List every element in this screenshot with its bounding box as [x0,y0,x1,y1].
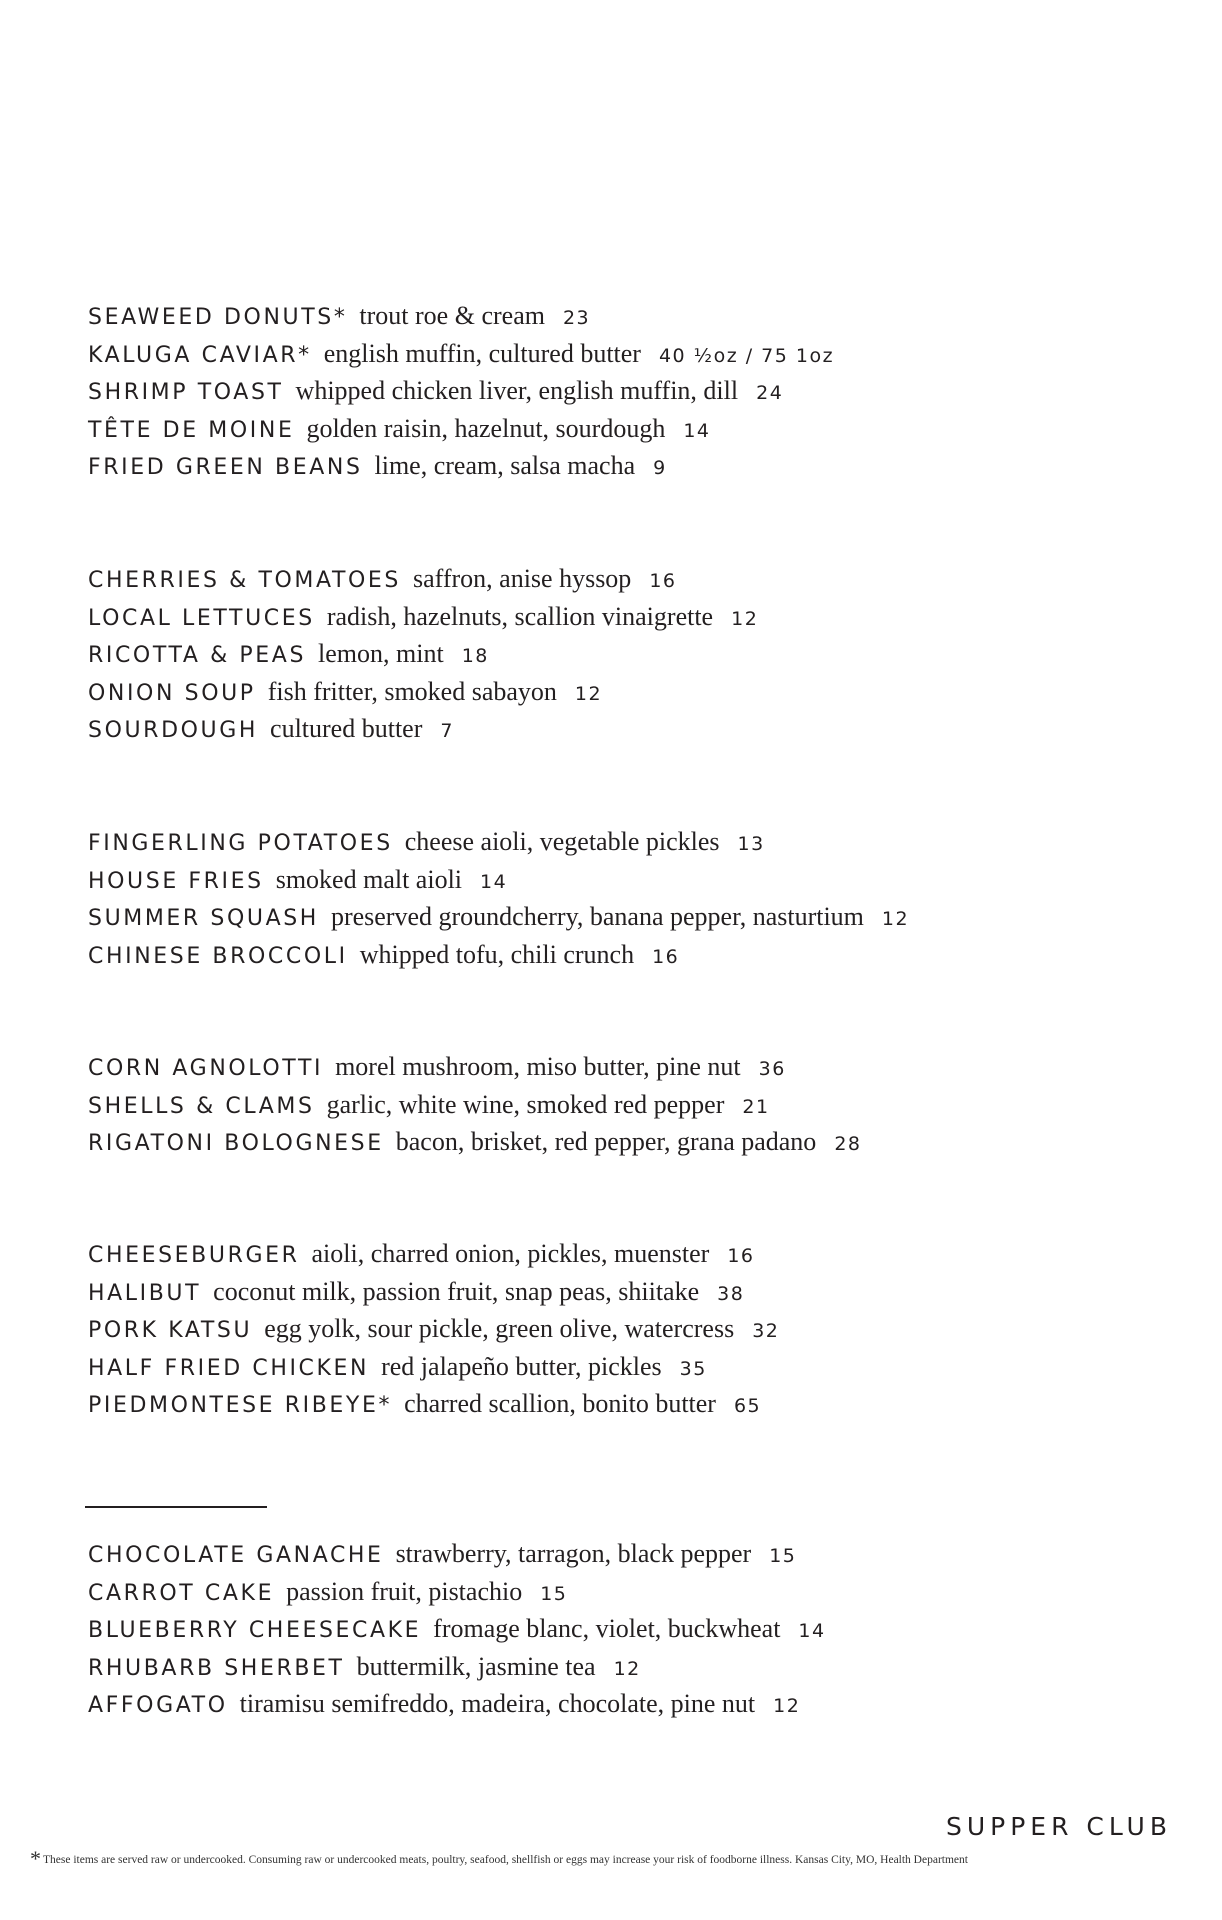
menu-item [88,1385,779,1423]
item-name: CHERRIES & TOMATOES [88,568,401,593]
item-price: 9 [653,457,667,479]
item-description: egg yolk, sour pickle, green olive, watercress [264,1314,735,1343]
item-name: CARROT CAKE [88,1580,275,1606]
health-footnote [30,1846,1200,1872]
item-name: CHINESE BROCCOLI [88,943,348,969]
menu-section-mains [88,1235,779,1423]
menu-item [88,560,758,598]
menu-item [88,635,758,673]
item-description: radish, hazelnuts, scallion vinaigrette [326,601,714,631]
menu-item [88,898,909,936]
item-description: trout roe & cream [359,301,545,330]
menu-item [88,823,909,861]
menu-item [88,1348,779,1386]
item-price: 15 [540,1582,568,1605]
item-name: FINGERLING POTATOES [88,831,393,856]
item-price: 14 [798,1620,826,1642]
item-price: 32 [752,1320,780,1342]
item-price: 21 [742,1095,770,1118]
item-name: SHRIMP TOAST [88,380,284,405]
item-description: cultured butter [270,714,423,743]
item-name: HALF FRIED CHICKEN [88,1355,370,1381]
item-price: 16 [727,1245,755,1267]
menu-item [88,447,834,485]
item-price: 16 [652,945,680,968]
menu-item [88,1535,826,1573]
item-description: charred scallion, bonito butter [404,1389,716,1418]
item-description: smoked malt aioli [275,864,463,894]
item-description: garlic, white wine, smoked red pepper [326,1089,725,1119]
item-description: fish fritter, smoked sabayon [267,676,557,706]
item-price: 38 [717,1282,745,1305]
menu-item [88,1123,862,1161]
item-description: whipped chicken liver, english muffin, dill [295,376,739,405]
item-name: SHELLS & CLAMS [88,1093,315,1119]
menu-item [88,372,834,410]
menu-section-starters [88,297,834,485]
dessert-divider [85,1506,267,1508]
item-name: CHEESEBURGER [88,1243,300,1268]
item-price: 18 [461,645,489,667]
item-price: 12 [613,1657,641,1680]
item-name: TÊTE DE MOINE [88,417,295,443]
item-description: english muffin, cultured butter [323,338,641,368]
menu-section-desserts [88,1535,826,1723]
item-name: ONION SOUP [88,680,256,706]
item-description: aioli, charred onion, pickles, muenster [311,1239,710,1268]
item-name: LOCAL LETTUCES [88,605,315,631]
item-price: 35 [679,1357,707,1380]
item-name: SOURDOUGH [88,718,259,743]
item-price: 12 [731,607,759,630]
menu-item [88,1648,826,1686]
menu-item [88,673,758,711]
item-price: 28 [834,1133,862,1155]
item-name: CHOCOLATE GANACHE [88,1543,384,1568]
item-description: lemon, mint [318,639,444,668]
menu-item [88,861,909,899]
menu-item [88,710,758,748]
item-name: AFFOGATO [88,1693,228,1718]
menu-item [88,1086,862,1124]
item-name: HALIBUT [88,1280,202,1306]
footnote-asterisk: * [30,1846,41,1871]
item-description: morel mushroom, miso butter, pine nut [335,1052,741,1081]
item-description: fromage blanc, violet, buckwheat [433,1614,781,1643]
menu-item [88,1048,862,1086]
item-price: 14 [683,419,711,442]
restaurant-name: SUPPER CLUB [945,1812,1172,1841]
item-price: 12 [773,1695,801,1717]
item-price: 40 ½oz / 75 1oz [658,344,835,367]
item-price: 24 [756,382,784,404]
item-price: 23 [562,307,591,329]
menu-item [88,936,909,974]
item-price: 16 [649,570,677,592]
item-name: SUMMER SQUASH [88,906,319,931]
item-description: red jalapeño butter, pickles [381,1351,662,1381]
item-description: cheese aioli, vegetable pickles [404,827,720,856]
item-price: 36 [758,1058,786,1080]
menu-item [88,598,758,636]
menu-item [88,1273,779,1311]
menu-item [88,410,834,448]
menu-item [88,1235,779,1273]
menu-section-pasta [88,1048,862,1161]
item-description: golden raisin, hazelnut, sourdough [306,413,666,443]
item-price: 14 [480,870,508,893]
item-name: RIGATONI BOLOGNESE [88,1131,384,1156]
item-name: PIEDMONTESE RIBEYE* [88,1393,393,1418]
item-description: saffron, anise hyssop [412,564,632,593]
item-price: 7 [440,720,454,742]
footnote-text: These items are served raw or undercooked. Consuming raw or undercooked meats, poultry, seafood, shellfish or eggs may increase your risk of foodborne illness. Kansas City, MO, Health Department [43,1854,968,1866]
item-name: HOUSE FRIES [88,868,264,894]
menu-section-sides [88,823,909,973]
item-description: lime, cream, salsa macha [374,451,636,480]
item-name: KALUGA CAVIAR* [88,342,312,368]
item-description: buttermilk, jasmine tea [356,1651,596,1681]
item-price: 65 [733,1395,762,1417]
item-price: 12 [881,908,910,930]
item-description: strawberry, tarragon, black pepper [395,1539,752,1568]
item-description: bacon, brisket, red pepper, grana padano [395,1127,817,1156]
item-name: CORN AGNOLOTTI [88,1056,324,1081]
menu-item [88,1685,826,1723]
menu-item [88,1610,826,1648]
menu-item [88,1573,826,1611]
item-description: passion fruit, pistachio [286,1576,523,1606]
item-name: PORK KATSU [88,1318,253,1343]
item-name: RICOTTA & PEAS [88,643,307,668]
item-price: 13 [737,833,765,855]
item-price: 15 [769,1545,797,1567]
item-name: FRIED GREEN BEANS [88,455,363,480]
menu-item [88,1310,779,1348]
item-name: BLUEBERRY CHEESECAKE [88,1618,422,1643]
item-description: tiramisu semifreddo, madeira, chocolate, pine nut [239,1689,756,1718]
item-price: 12 [574,682,603,705]
menu-item [88,335,834,373]
item-description: coconut milk, passion fruit, snap peas, shiitake [213,1276,700,1306]
item-name: RHUBARB SHERBET [88,1655,345,1681]
item-description: preserved groundcherry, banana pepper, nasturtium [330,902,864,931]
item-name: SEAWEED DONUTS* [88,305,348,330]
menu-item [88,297,834,335]
menu-section-salads [88,560,758,748]
item-description: whipped tofu, chili crunch [359,939,635,969]
